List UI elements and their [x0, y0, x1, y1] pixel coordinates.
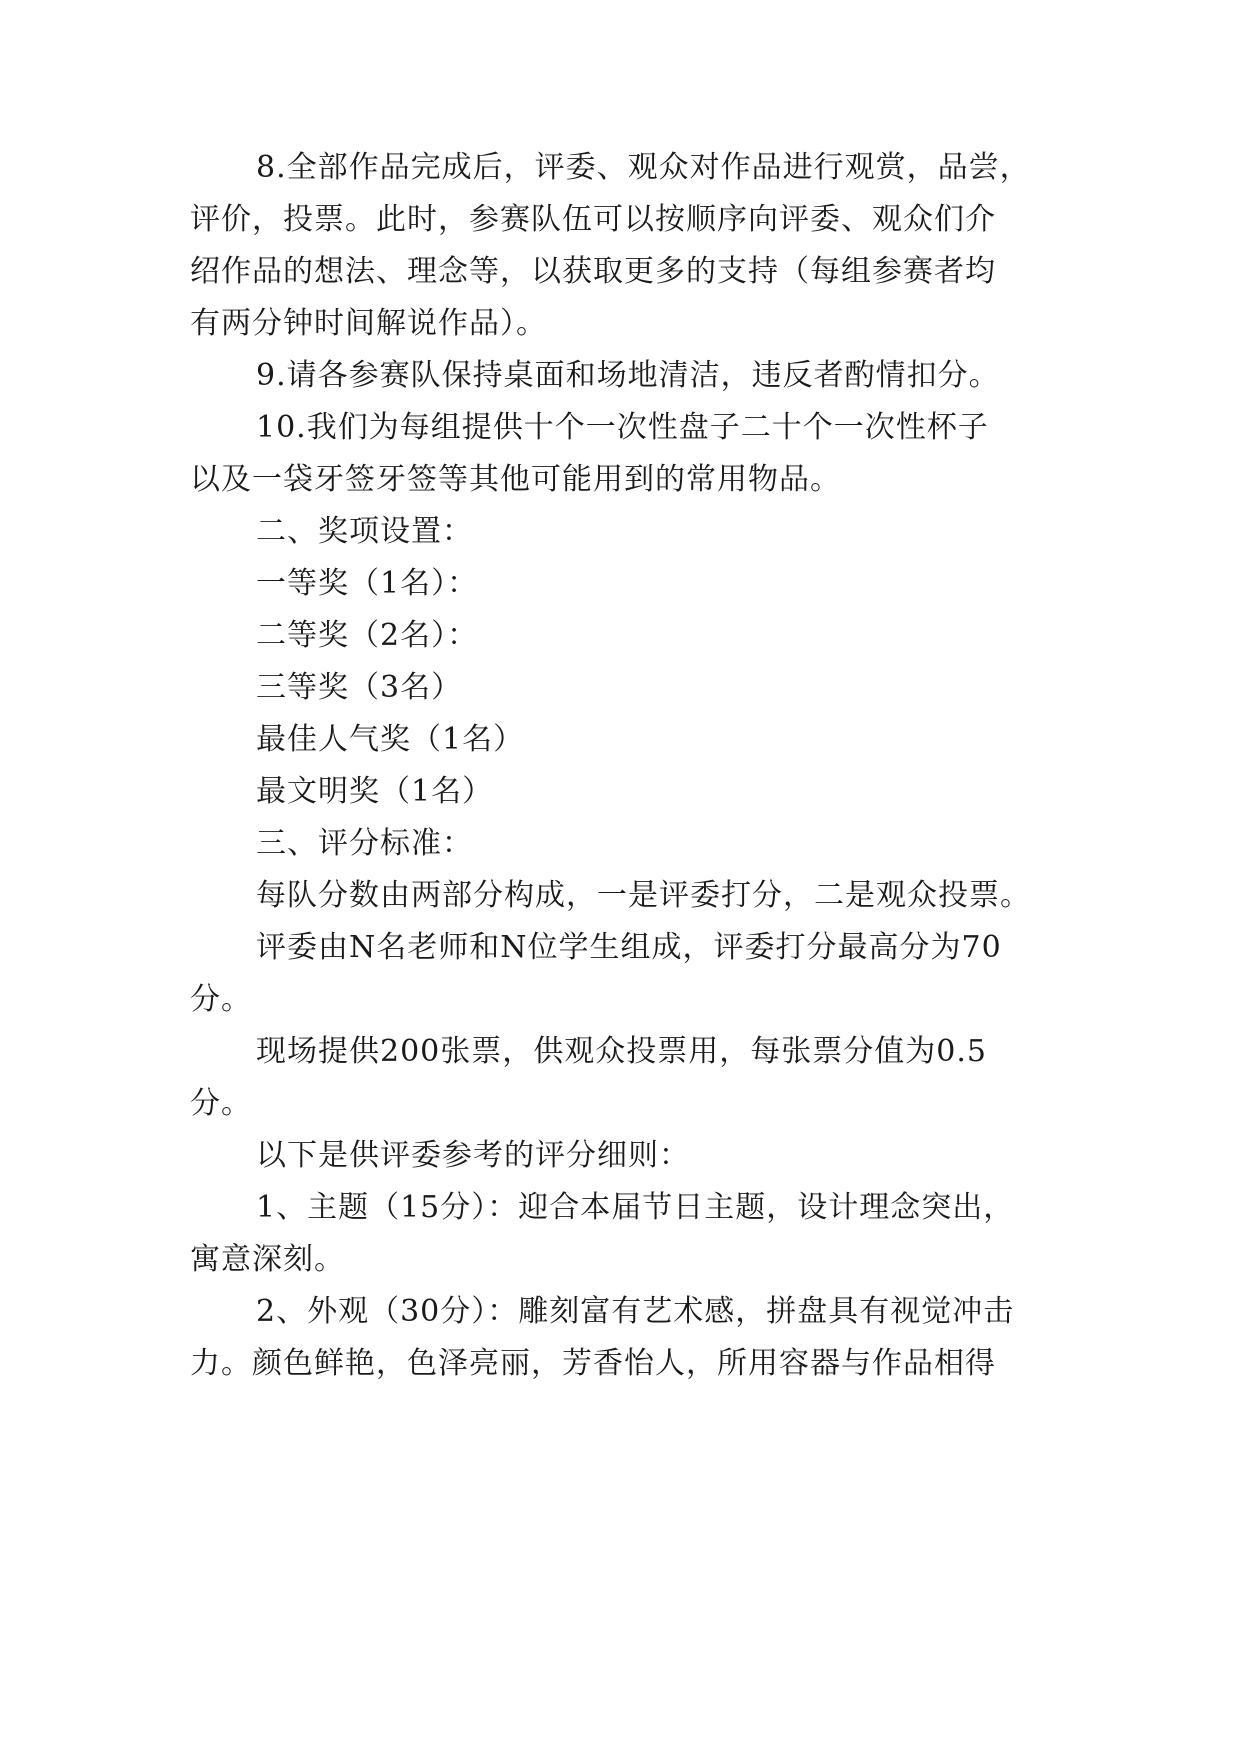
text-line: 8.全部作品完成后，评委、观众对作品进行观赏，品尝，	[256, 150, 1031, 185]
text-line: 有两分钟时间解说作品）。	[190, 306, 547, 341]
text-line: 力。颜色鲜艳，色泽亮丽，芳香怡人，所用容器与作品相得	[190, 1346, 996, 1381]
award-item: 三等奖（3名）	[256, 670, 463, 705]
text-line: 评价，投票。此时，参赛队伍可以按顺序向评委、观众们介	[190, 202, 996, 237]
rule-item: 1、主题（15分）：迎合本届节日主题，设计理念突出，	[256, 1190, 1015, 1225]
section-heading: 二、奖项设置：	[256, 514, 473, 549]
award-item: 一等奖（1名）：	[256, 566, 479, 601]
text-line: 绍作品的想法、理念等，以获取更多的支持（每组参赛者均	[190, 254, 996, 289]
text-line: 分。	[190, 982, 252, 1017]
section-heading: 三、评分标准：	[256, 826, 473, 861]
text-line: 寓意深刻。	[190, 1242, 345, 1277]
text-line: 10.我们为每组提供十个一次性盘子二十个一次性杯子	[256, 410, 989, 445]
text-line: 9.请各参赛队保持桌面和场地清洁，违反者酌情扣分。	[256, 358, 1000, 393]
award-item: 最文明奖（1名）	[256, 774, 494, 809]
text-line: 分。	[190, 1086, 252, 1121]
text-line: 每队分数由两部分构成，一是评委打分，二是观众投票。	[256, 878, 1031, 913]
text-line: 以及一袋牙签牙签等其他可能用到的常用物品。	[190, 462, 841, 497]
rule-item: 2、外观（30分）：雕刻富有艺术感，拼盘具有视觉冲击	[256, 1294, 1015, 1329]
award-item: 二等奖（2名）：	[256, 618, 479, 653]
text-line: 评委由N名老师和N位学生组成，评委打分最高分为70	[256, 930, 1002, 965]
text-line: 现场提供200张票，供观众投票用，每张票分值为0.5	[256, 1034, 987, 1069]
award-item: 最佳人气奖（1名）	[256, 722, 525, 757]
text-line: 以下是供评委参考的评分细则：	[256, 1138, 690, 1173]
